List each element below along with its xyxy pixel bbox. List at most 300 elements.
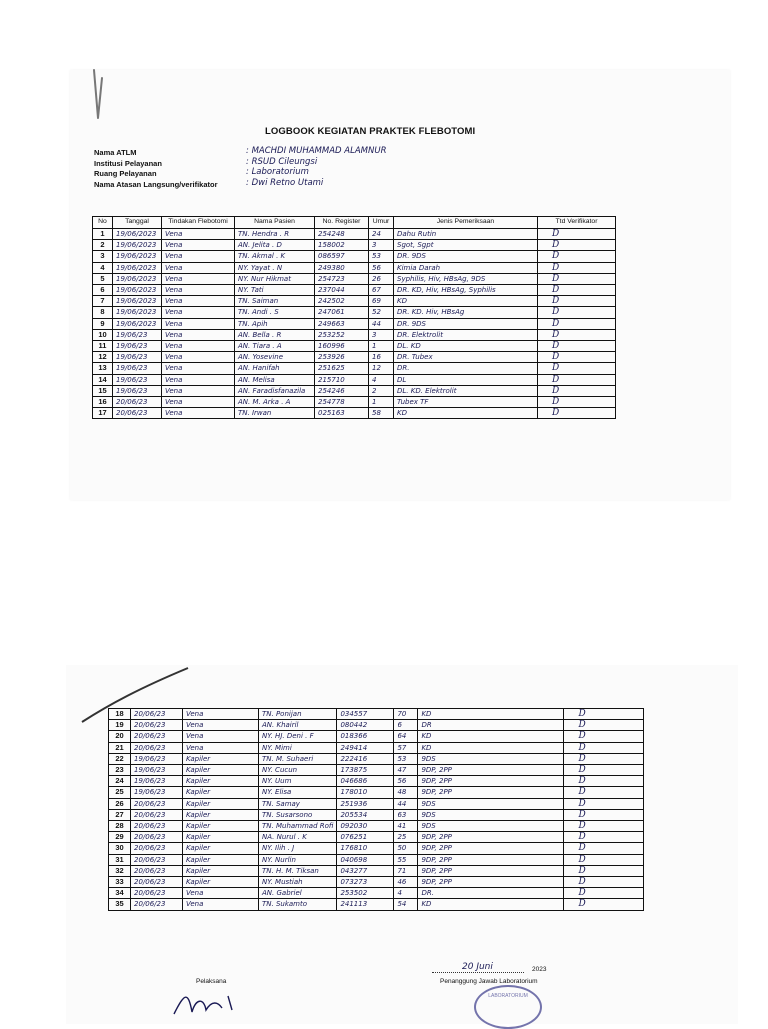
cell-umur: 48 (394, 787, 418, 798)
cell-tindakan: Kapiler (183, 843, 259, 854)
cell-no-register: 043277 (337, 865, 394, 876)
cell-ttd: D (538, 408, 616, 419)
cell-no-register: 251625 (315, 363, 369, 374)
cell-no-register: 253252 (315, 329, 369, 340)
cell-no: 29 (109, 832, 131, 843)
cell-nama-pasien: AN. Gabriel (259, 888, 337, 899)
table-row (93, 240, 616, 251)
table-row (109, 899, 644, 910)
pelaksana-signature (170, 986, 250, 1018)
cell-tindakan: Vena (183, 899, 259, 910)
cell-tanggal: 20/06/23 (113, 408, 162, 419)
cell-tanggal: 19/06/2023 (113, 262, 162, 273)
cell-nama-pasien: TN. Apih (235, 318, 315, 329)
table-header-row (93, 217, 616, 229)
cell-umur: 1 (369, 341, 394, 352)
table-row (109, 809, 644, 820)
table-row (109, 865, 644, 876)
cell-no: 34 (109, 888, 131, 899)
label-nama-atlm: Nama ATLM (94, 148, 137, 157)
cell-umur: 63 (394, 809, 418, 820)
table-row (93, 307, 616, 318)
table-row (93, 251, 616, 262)
cell-no-register: 254248 (315, 229, 369, 240)
cell-ttd: D (564, 899, 644, 910)
cell-umur: 53 (394, 753, 418, 764)
cell-tindakan: Vena (162, 318, 235, 329)
table-row (109, 776, 644, 787)
cell-no: 25 (109, 787, 131, 798)
cell-ttd: D (564, 843, 644, 854)
cell-ttd: D (538, 285, 616, 296)
cell-tindakan: Vena (162, 285, 235, 296)
cell-ttd: D (564, 809, 644, 820)
cell-umur: 6 (394, 720, 418, 731)
cell-no-register: 249380 (315, 262, 369, 273)
cell-no: 1 (93, 229, 113, 240)
cell-jenis-pemeriksaan: DR. (394, 363, 538, 374)
cell-no-register: 247061 (315, 307, 369, 318)
cell-tindakan: Kapiler (183, 753, 259, 764)
cell-jenis-pemeriksaan: Tubex TF (394, 397, 538, 408)
cell-nama-pasien: AN. Khairil (259, 720, 337, 731)
cell-tanggal: 20/06/23 (131, 877, 183, 888)
cell-tanggal: 20/06/23 (131, 742, 183, 753)
cell-no-register: 253926 (315, 352, 369, 363)
cell-no-register: 222416 (337, 753, 394, 764)
cell-tanggal: 19/06/23 (131, 765, 183, 776)
table-row (93, 285, 616, 296)
cell-jenis-pemeriksaan: Syphilis, Hiv, HBsAg, 9DS (394, 273, 538, 284)
cell-ttd: D (564, 832, 644, 843)
cell-nama-pasien: TN. Hendra . R (235, 229, 315, 240)
cell-jenis-pemeriksaan: DR. Elektrolit (394, 329, 538, 340)
cell-ttd: D (538, 251, 616, 262)
cell-no-register: 253502 (337, 888, 394, 899)
table-row (109, 742, 644, 753)
cell-umur: 44 (394, 798, 418, 809)
cell-no-register: 205534 (337, 809, 394, 820)
cell-no-register: 076251 (337, 832, 394, 843)
date-line (432, 972, 524, 973)
paper-clip-icon (88, 68, 108, 120)
cell-jenis-pemeriksaan: DR (418, 720, 564, 731)
value-ruang: : Laboratorium (246, 167, 309, 177)
cell-ttd: D (564, 888, 644, 899)
cell-no-register: 178010 (337, 787, 394, 798)
cell-no: 11 (93, 341, 113, 352)
cell-jenis-pemeriksaan: KD (394, 408, 538, 419)
cell-ttd: D (564, 865, 644, 876)
cell-no: 19 (109, 720, 131, 731)
cell-no-register: 249663 (315, 318, 369, 329)
cell-tindakan: Vena (162, 397, 235, 408)
cell-umur: 46 (394, 877, 418, 888)
cell-tindakan: Kapiler (183, 832, 259, 843)
logbook-table-page-2 (108, 708, 644, 911)
cell-nama-pasien: NY. Cucun (259, 765, 337, 776)
table-row (93, 296, 616, 307)
cell-tanggal: 20/06/23 (131, 709, 183, 720)
info-labels (94, 148, 218, 190)
cell-tindakan: Kapiler (183, 877, 259, 888)
cell-tindakan: Vena (162, 385, 235, 396)
cell-nama-pasien: TN. Muhammad Rofi (259, 821, 337, 832)
table-row (93, 397, 616, 408)
cell-tindakan: Kapiler (183, 821, 259, 832)
cell-no-register: 254246 (315, 385, 369, 396)
label-institusi: Institusi Pelayanan (94, 158, 162, 168)
table-row (109, 877, 644, 888)
cell-no: 5 (93, 273, 113, 284)
cell-no: 31 (109, 854, 131, 865)
cell-tindakan: Vena (162, 341, 235, 352)
cell-jenis-pemeriksaan: 9DS (418, 821, 564, 832)
cell-tanggal: 19/06/23 (113, 329, 162, 340)
cell-umur: 71 (394, 865, 418, 876)
cell-no-register: 242502 (315, 296, 369, 307)
cell-tanggal: 20/06/23 (131, 731, 183, 742)
info-values (246, 146, 386, 188)
cell-tanggal: 19/06/2023 (113, 229, 162, 240)
cell-tanggal: 19/06/23 (113, 341, 162, 352)
cell-no-register: 034557 (337, 709, 394, 720)
cell-tanggal: 19/06/23 (131, 776, 183, 787)
table-row (109, 787, 644, 798)
cell-no-register: 160996 (315, 341, 369, 352)
cell-tindakan: Vena (162, 363, 235, 374)
stamp-text: LABORATORIUM (488, 993, 528, 999)
header-jenis-pemeriksaan: Jenis Pemeriksaan (394, 217, 538, 229)
cell-jenis-pemeriksaan: DR. (418, 888, 564, 899)
cell-no-register: 241113 (337, 899, 394, 910)
cell-no: 33 (109, 877, 131, 888)
cell-tanggal: 19/06/2023 (113, 307, 162, 318)
cell-tindakan: Kapiler (183, 776, 259, 787)
cell-tindakan: Vena (162, 352, 235, 363)
cell-tanggal: 20/06/23 (131, 798, 183, 809)
header-no-register: No. Register (315, 217, 369, 229)
cell-ttd: D (564, 877, 644, 888)
cell-ttd: D (564, 776, 644, 787)
label-atasan: Nama Atasan Langsung/verifikator (94, 179, 218, 189)
table-row (93, 273, 616, 284)
cell-ttd: D (564, 787, 644, 798)
header-tindakan: Tindakan Flebotomi (162, 217, 235, 229)
table-row (109, 821, 644, 832)
cell-umur: 53 (369, 251, 394, 262)
cell-no-register: 237044 (315, 285, 369, 296)
cell-tindakan: Vena (162, 251, 235, 262)
cell-nama-pasien: AN. Bella . R (235, 329, 315, 340)
cell-tanggal: 20/06/23 (131, 854, 183, 865)
cell-jenis-pemeriksaan: 9DS (418, 798, 564, 809)
cell-jenis-pemeriksaan: 9DP, 2PP (418, 776, 564, 787)
cell-no-register: 251936 (337, 798, 394, 809)
cell-jenis-pemeriksaan: DL. KD (394, 341, 538, 352)
cell-nama-pasien: TN. Irwan (235, 408, 315, 419)
cell-no-register: 025163 (315, 408, 369, 419)
table-row (109, 731, 644, 742)
cell-nama-pasien: TN. Susarsono (259, 809, 337, 820)
cell-tanggal: 20/06/23 (131, 832, 183, 843)
cell-tindakan: Vena (162, 374, 235, 385)
table-row (93, 385, 616, 396)
cell-nama-pasien: NY. Yayat . N (235, 262, 315, 273)
table-row (93, 363, 616, 374)
header-no: No (93, 217, 113, 229)
cell-no-register: 215710 (315, 374, 369, 385)
table-row (93, 408, 616, 419)
cell-jenis-pemeriksaan: DR. KD, Hiv, HBsAg, Syphilis (394, 285, 538, 296)
cell-tindakan: Kapiler (183, 798, 259, 809)
cell-no: 14 (93, 374, 113, 385)
cell-nama-pasien: AN. Hanifah (235, 363, 315, 374)
cell-nama-pasien: NY. Elisa (259, 787, 337, 798)
cell-nama-pasien: AN. Faradisfanazila (235, 385, 315, 396)
cell-nama-pasien: NY. Uum (259, 776, 337, 787)
cell-ttd: D (538, 262, 616, 273)
cell-no: 30 (109, 843, 131, 854)
table-row (109, 888, 644, 899)
cell-no-register: 158002 (315, 240, 369, 251)
cell-ttd: D (538, 374, 616, 385)
cell-umur: 50 (394, 843, 418, 854)
cell-no: 22 (109, 753, 131, 764)
cell-umur: 55 (394, 854, 418, 865)
cell-jenis-pemeriksaan: 9DP, 2PP (418, 832, 564, 843)
value-nama-atlm: : MACHDI MUHAMMAD ALAMNUR (246, 146, 387, 156)
table-row (93, 374, 616, 385)
cell-tanggal: 19/06/2023 (113, 273, 162, 284)
value-institusi: : RSUD Cileungsi (246, 156, 318, 167)
cell-no-register: 176810 (337, 843, 394, 854)
cell-jenis-pemeriksaan: DR. KD. Hiv, HBsAg (394, 307, 538, 318)
table-row (109, 753, 644, 764)
pelaksana-label: Pelaksana (196, 978, 227, 985)
cell-no: 6 (93, 285, 113, 296)
cell-tindakan: Vena (183, 720, 259, 731)
cell-umur: 67 (369, 285, 394, 296)
cell-ttd: D (538, 329, 616, 340)
cell-tanggal: 20/06/23 (131, 888, 183, 899)
cell-nama-pasien: NY. Mustiah (259, 877, 337, 888)
table-row (109, 843, 644, 854)
cell-tanggal: 19/06/23 (113, 352, 162, 363)
cell-nama-pasien: TN. Akmal . K (235, 251, 315, 262)
cell-tanggal: 19/06/23 (131, 753, 183, 764)
logbook-table-page-1 (92, 216, 616, 419)
header-tanggal: Tanggal (113, 217, 162, 229)
table-body-page-2 (109, 709, 644, 911)
cell-no-register: 254778 (315, 397, 369, 408)
cell-no: 20 (109, 731, 131, 742)
cell-no: 18 (109, 709, 131, 720)
cell-no-register: 249414 (337, 742, 394, 753)
cell-tanggal: 19/06/2023 (113, 296, 162, 307)
cell-umur: 41 (394, 821, 418, 832)
cell-jenis-pemeriksaan: DL (394, 374, 538, 385)
cell-umur: 64 (394, 731, 418, 742)
cell-nama-pasien: TN. Andi . S (235, 307, 315, 318)
cell-tanggal: 19/06/2023 (113, 318, 162, 329)
cell-nama-pasien: NY. Ilih . J (259, 843, 337, 854)
cell-tanggal: 19/06/23 (131, 787, 183, 798)
cell-nama-pasien: AN. Tiara . A (235, 341, 315, 352)
cell-umur: 12 (369, 363, 394, 374)
footer-date-year: 2023 (532, 966, 547, 973)
cell-no: 26 (109, 798, 131, 809)
cell-ttd: D (538, 341, 616, 352)
cell-tindakan: Vena (162, 408, 235, 419)
cell-nama-pasien: NY. Mimi (259, 742, 337, 753)
cell-umur: 3 (369, 329, 394, 340)
cell-nama-pasien: NY. Tati (235, 285, 315, 296)
cell-umur: 56 (369, 262, 394, 273)
cell-ttd: D (538, 318, 616, 329)
cell-no-register: 046686 (337, 776, 394, 787)
cell-jenis-pemeriksaan: 9DS (418, 753, 564, 764)
cell-jenis-pemeriksaan: KD (418, 899, 564, 910)
laboratorium-stamp (474, 985, 542, 1029)
cell-nama-pasien: TN. M. Suhaeri (259, 753, 337, 764)
cell-tindakan: Vena (183, 742, 259, 753)
cell-tindakan: Vena (183, 709, 259, 720)
cell-tanggal: 20/06/23 (131, 843, 183, 854)
table-body-page-1 (93, 229, 616, 419)
cell-ttd: D (564, 731, 644, 742)
cell-nama-pasien: AN. Melisa (235, 374, 315, 385)
cell-tanggal: 19/06/2023 (113, 240, 162, 251)
cell-tindakan: Kapiler (183, 854, 259, 865)
cell-no: 7 (93, 296, 113, 307)
table-row (93, 329, 616, 340)
cell-nama-pasien: NA. Nurul . K (259, 832, 337, 843)
cell-jenis-pemeriksaan: 9DP, 2PP (418, 765, 564, 776)
cell-tindakan: Vena (162, 273, 235, 284)
table-row (93, 318, 616, 329)
cell-no: 13 (93, 363, 113, 374)
cell-tanggal: 19/06/23 (113, 385, 162, 396)
header-umur: Umur (369, 217, 394, 229)
cell-umur: 25 (394, 832, 418, 843)
cell-nama-pasien: NY. Nurlin (259, 854, 337, 865)
footer-date-day: 20 Juni (462, 962, 493, 972)
cell-no-register: 080442 (337, 720, 394, 731)
header-ttd-verifikator: Ttd Verifikator (538, 217, 616, 229)
cell-ttd: D (564, 742, 644, 753)
cell-no-register: 092030 (337, 821, 394, 832)
cell-umur: 44 (369, 318, 394, 329)
cell-umur: 26 (369, 273, 394, 284)
table-row (93, 352, 616, 363)
table-row (109, 854, 644, 865)
cell-nama-pasien: TN. H. M. Tiksan (259, 865, 337, 876)
cell-no-register: 173875 (337, 765, 394, 776)
table-row (93, 262, 616, 273)
table-row (109, 798, 644, 809)
cell-no: 28 (109, 821, 131, 832)
cell-nama-pasien: NY. Nur Hikmat (235, 273, 315, 284)
cell-ttd: D (564, 854, 644, 865)
cell-no: 17 (93, 408, 113, 419)
cell-no: 10 (93, 329, 113, 340)
cell-umur: 56 (394, 776, 418, 787)
cell-umur: 52 (369, 307, 394, 318)
cell-umur: 57 (394, 742, 418, 753)
cell-no: 23 (109, 765, 131, 776)
cell-no-register: 086597 (315, 251, 369, 262)
cell-jenis-pemeriksaan: 9DP, 2PP (418, 865, 564, 876)
cell-tanggal: 19/06/2023 (113, 285, 162, 296)
table-row (93, 341, 616, 352)
cell-no: 16 (93, 397, 113, 408)
cell-tindakan: Vena (162, 307, 235, 318)
cell-umur: 54 (394, 899, 418, 910)
cell-tanggal: 20/06/23 (131, 809, 183, 820)
cell-no: 12 (93, 352, 113, 363)
cell-nama-pasien: AN. Yosevine (235, 352, 315, 363)
cell-nama-pasien: AN. Jelita . D (235, 240, 315, 251)
cell-umur: 2 (369, 385, 394, 396)
cell-tindakan: Vena (162, 296, 235, 307)
cell-umur: 69 (369, 296, 394, 307)
cell-ttd: D (538, 296, 616, 307)
cell-umur: 16 (369, 352, 394, 363)
cell-tindakan: Vena (162, 240, 235, 251)
cell-tanggal: 20/06/23 (131, 821, 183, 832)
table-row (109, 832, 644, 843)
cell-tindakan: Vena (162, 329, 235, 340)
cell-tindakan: Kapiler (183, 787, 259, 798)
cell-tindakan: Vena (162, 229, 235, 240)
cell-jenis-pemeriksaan: Sgot, Sgpt (394, 240, 538, 251)
cell-jenis-pemeriksaan: 9DP, 2PP (418, 787, 564, 798)
cell-no: 3 (93, 251, 113, 262)
cell-umur: 47 (394, 765, 418, 776)
cell-no: 21 (109, 742, 131, 753)
cell-jenis-pemeriksaan: DR. Tubex (394, 352, 538, 363)
cell-no-register: 254723 (315, 273, 369, 284)
cell-tindakan: Vena (183, 888, 259, 899)
cell-jenis-pemeriksaan: KD (418, 731, 564, 742)
cell-nama-pasien: TN. Ponijan (259, 709, 337, 720)
cell-ttd: D (538, 352, 616, 363)
cell-jenis-pemeriksaan: 9DP, 2PP (418, 877, 564, 888)
cell-no: 2 (93, 240, 113, 251)
cell-jenis-pemeriksaan: 9DS (418, 809, 564, 820)
cell-no: 24 (109, 776, 131, 787)
cell-tanggal: 19/06/23 (113, 363, 162, 374)
cell-tindakan: Kapiler (183, 865, 259, 876)
cell-jenis-pemeriksaan: DR. 9DS (394, 251, 538, 262)
cell-no-register: 018366 (337, 731, 394, 742)
cell-jenis-pemeriksaan: DR. 9DS (394, 318, 538, 329)
cell-no: 35 (109, 899, 131, 910)
cell-nama-pasien: NY. HJ. Deni . F (259, 731, 337, 742)
cell-tindakan: Kapiler (183, 809, 259, 820)
cell-no: 4 (93, 262, 113, 273)
cell-no: 27 (109, 809, 131, 820)
cell-ttd: D (564, 709, 644, 720)
cell-jenis-pemeriksaan: Dahu Rutin (394, 229, 538, 240)
cell-umur: 70 (394, 709, 418, 720)
cell-ttd: D (538, 273, 616, 284)
cell-no: 32 (109, 865, 131, 876)
cell-ttd: D (564, 753, 644, 764)
cell-ttd: D (564, 798, 644, 809)
table-row (109, 720, 644, 731)
